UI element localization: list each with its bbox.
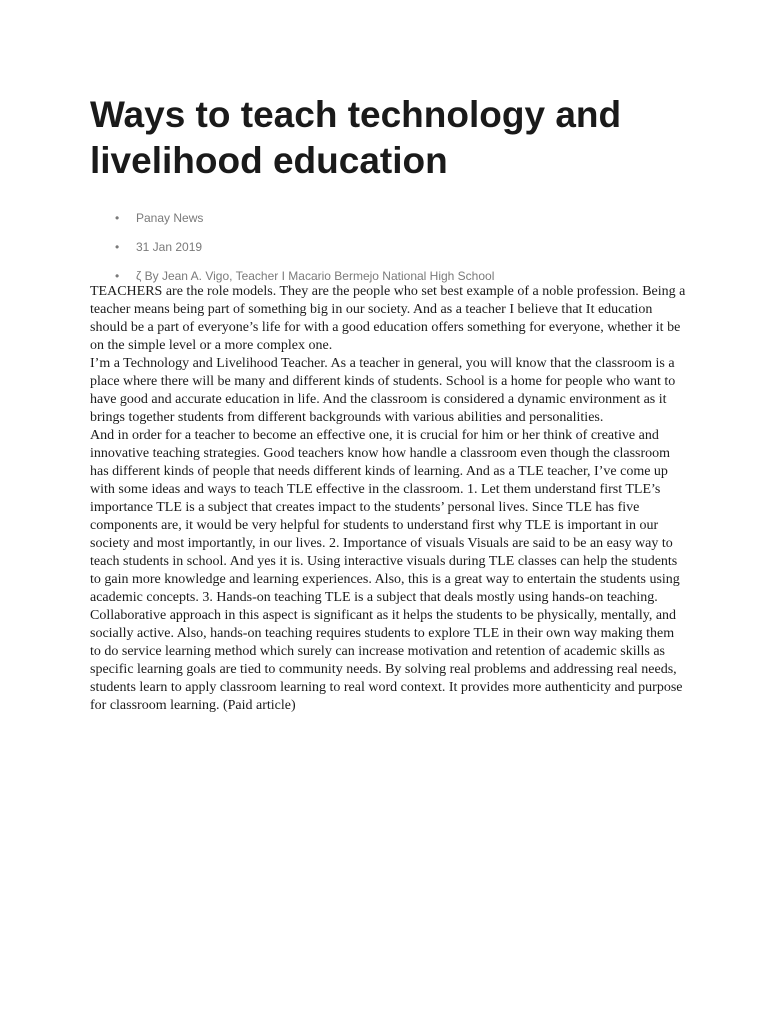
bullet-icon: •: [115, 211, 120, 225]
meta-item-author: [90, 269, 682, 283]
body-paragraph-2: I’m a Technology and Livelihood Teacher. As a teacher in general, you will know that the classroom is a place where there will be many and different kinds of students. School is a home for people who want to have good and accurate education in life. And the classroom is considered a dynamic environment as it brings together students from different backgrounds with various abilities and personalities.: [90, 356, 676, 425]
bullet-icon: •: [115, 240, 120, 254]
article: [90, 92, 686, 715]
meta-source: Panay News: [136, 211, 204, 225]
article-title: Ways to teach technology and livelihood education: [90, 94, 622, 181]
bullet-icon: •: [115, 269, 120, 283]
article-body: [90, 283, 686, 715]
meta-date: 31 Jan 2019: [136, 240, 203, 254]
article-meta-list: [90, 211, 682, 283]
body-paragraph-3: And in order for a teacher to become an effective one, it is crucial for him or her think of creative and innovative teaching strategies. Good teachers know how handle a classroom even though the classroom has different kinds of people that needs different kinds of learning. And as a TLE teacher, I’ve come up with some ideas and ways to teach TLE effective in the classroom. 1. Let them understand first TLE’s importance TLE is a subject that creates impact to the students’ personal lives. Since TLE has five components are, it would be very helpful for students to understand first why TLE is important in our society and most importantly, in our lives. 2. Importance of visuals Visuals are said to be an easy way to teach students in school. And yes it is. Using interactive visuals during TLE classes can help the students to gain more knowledge and learning experiences. Also, this is a great way to entertain the students using academic concepts. 3. Hands-on teaching TLE is a subject that deals mostly using hands-on teaching. Collaborative approach in this aspect is significant as it helps the students to be physically, mentally, and socially active. Also, hands-on teaching requires students to explore TLE in their own way making them to do service learning method which surely can increase motivation and retention of academic skills as specific learning goals are tied to community needs. By solving real problems and addressing real needs, students learn to apply classroom learning to real word context. It provides more authenticity and purpose for classroom learning. (Paid article): [90, 428, 683, 713]
meta-author: ζ By Jean A. Vigo, Teacher I Macario Bermejo National High School: [136, 269, 495, 283]
body-paragraph-1: TEACHERS are the role models. They are the people who set best example of a noble profession. Being a teacher means being part of something big in our society. And as a teacher I believe that It education should be a part of everyone’s life for with a good education offers something for everyone, whether it be on the simple level or a more complex one.: [90, 284, 686, 353]
meta-item-source: [90, 211, 682, 225]
meta-item-date: [90, 240, 682, 254]
